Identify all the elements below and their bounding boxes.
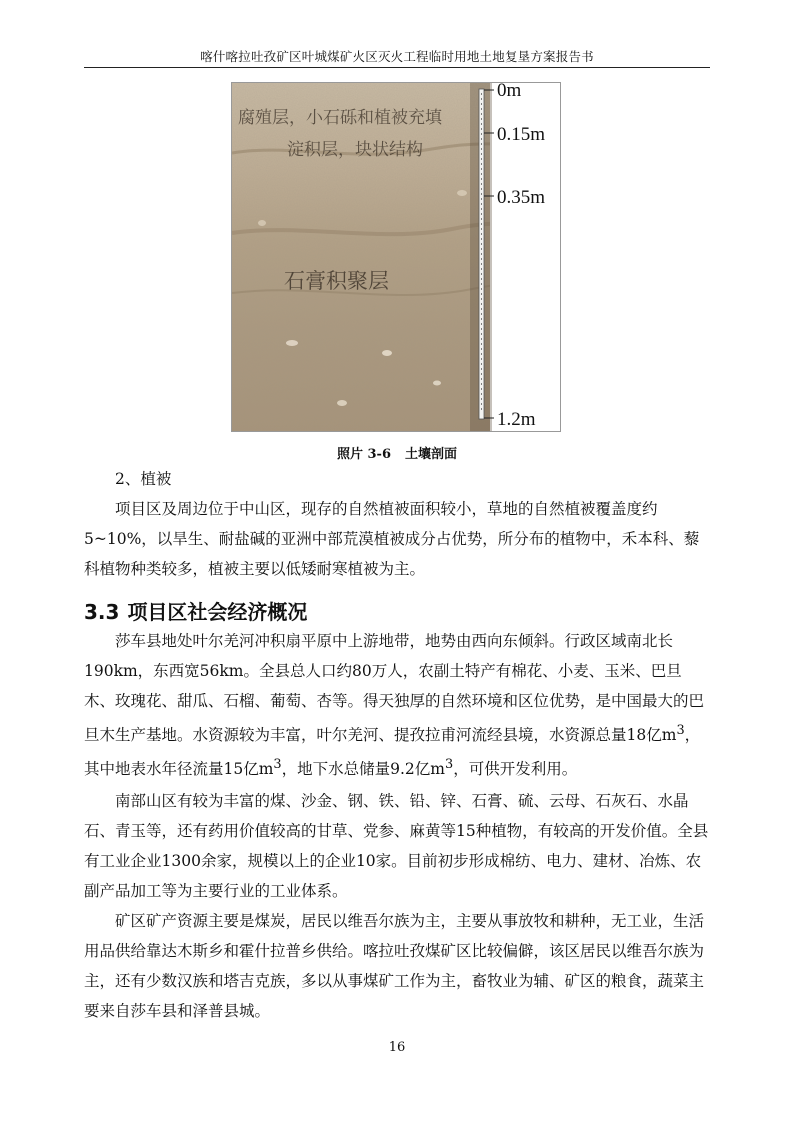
scale-label-2: 0.35m	[497, 187, 546, 208]
p1-sup-2: 3	[273, 757, 282, 773]
vegetation-heading	[84, 464, 710, 494]
running-header: 喀什喀拉吐孜矿区叶城煤矿火区灭火工程临时用地土地复垦方案报告书	[200, 49, 594, 64]
p1-sup-3: 3	[445, 757, 454, 773]
p1-part-c: ，地下水总储量9.2亿m	[281, 760, 445, 779]
section-title: 项目区社会经济概况	[127, 600, 308, 624]
scale-label-3: 1.2m	[497, 409, 536, 430]
layer-label-gypsum: 石膏积聚层	[284, 269, 389, 293]
photo-caption	[84, 443, 710, 462]
p1-part-b: ，其中地表水年径流量15亿m	[84, 726, 701, 779]
header-rule	[84, 67, 710, 68]
economy-paragraph-3: 矿区矿产资源主要是煤炭，居民以维吾尔族为主，主要从事放牧和耕种，无工业，生活用品供给靠达木斯乡和霍什拉普乡供给。喀拉吐孜煤矿区比较偏僻，该区居民以维吾尔族为主，还有少数汉族和塔吉克族，多以从事煤矿工作为主，畜牧业为辅、矿区的粮食，蔬菜主要来自莎车县和泽普县城。	[84, 912, 705, 1020]
scale-label-0: 0m	[497, 83, 522, 101]
scale-label-1: 0.15m	[497, 124, 546, 145]
economy-paragraph-1	[84, 626, 710, 784]
caption-title: 土壤剖面	[405, 447, 458, 462]
p1-part-a: 莎车县地处叶尔羌河冲积扇平原中上游地带，地势由西向东倾斜。行政区域南北长190km，东西宽56km。全县总人口约80万人，农副土特产有棉花、小麦、玉米、巴旦木、玫瑰花、甜瓜、石榴、葡萄、杏等。得天独厚的自然环境和区位优势，是中国最大的巴旦木生产基地。水资源较为丰富，叶尔羌河、提孜拉甫河流经县境，水资源总量18亿m	[84, 632, 705, 745]
p1-sup-1: 3	[676, 723, 685, 738]
vegetation-heading-text: 2、植被	[115, 470, 172, 488]
section-number: 3.3	[84, 600, 120, 624]
section-heading	[84, 596, 307, 625]
layer-label-illuvial: 淀积层，块状结构	[287, 140, 423, 160]
vegetation-paragraph: 项目区及周边位于中山区，现存的自然植被面积较小，草地的自然植被覆盖度约5~10%，以旱生、耐盐碱的亚洲中部荒漠植被成分占优势，所分布的植物中，禾本科、藜科植物种类较多，植被主要以低矮耐寒植被为主。	[84, 500, 700, 578]
page-number: 16	[388, 1040, 406, 1055]
layer-label-humus: 腐殖层，小石砾和植被充填	[238, 108, 442, 128]
p1-part-d: ，可供开发利用。	[453, 760, 578, 779]
economy-paragraph-2: 南部山区有较为丰富的煤、沙金、钢、铁、铅、锌、石膏、硫、云母、石灰石、水晶石、青玉等，还有药用价值较高的甘草、党参、麻黄等15种植物，有较高的开发价值。全县有工业企业1300余家，规模以上的企业10家。目前初步形成棉纺、电力、建材、冶炼、农副产品加工等为主要行业的工业体系。	[84, 792, 709, 900]
soil-profile-photo	[231, 82, 561, 432]
caption-number: 照片 3-6	[336, 447, 391, 462]
